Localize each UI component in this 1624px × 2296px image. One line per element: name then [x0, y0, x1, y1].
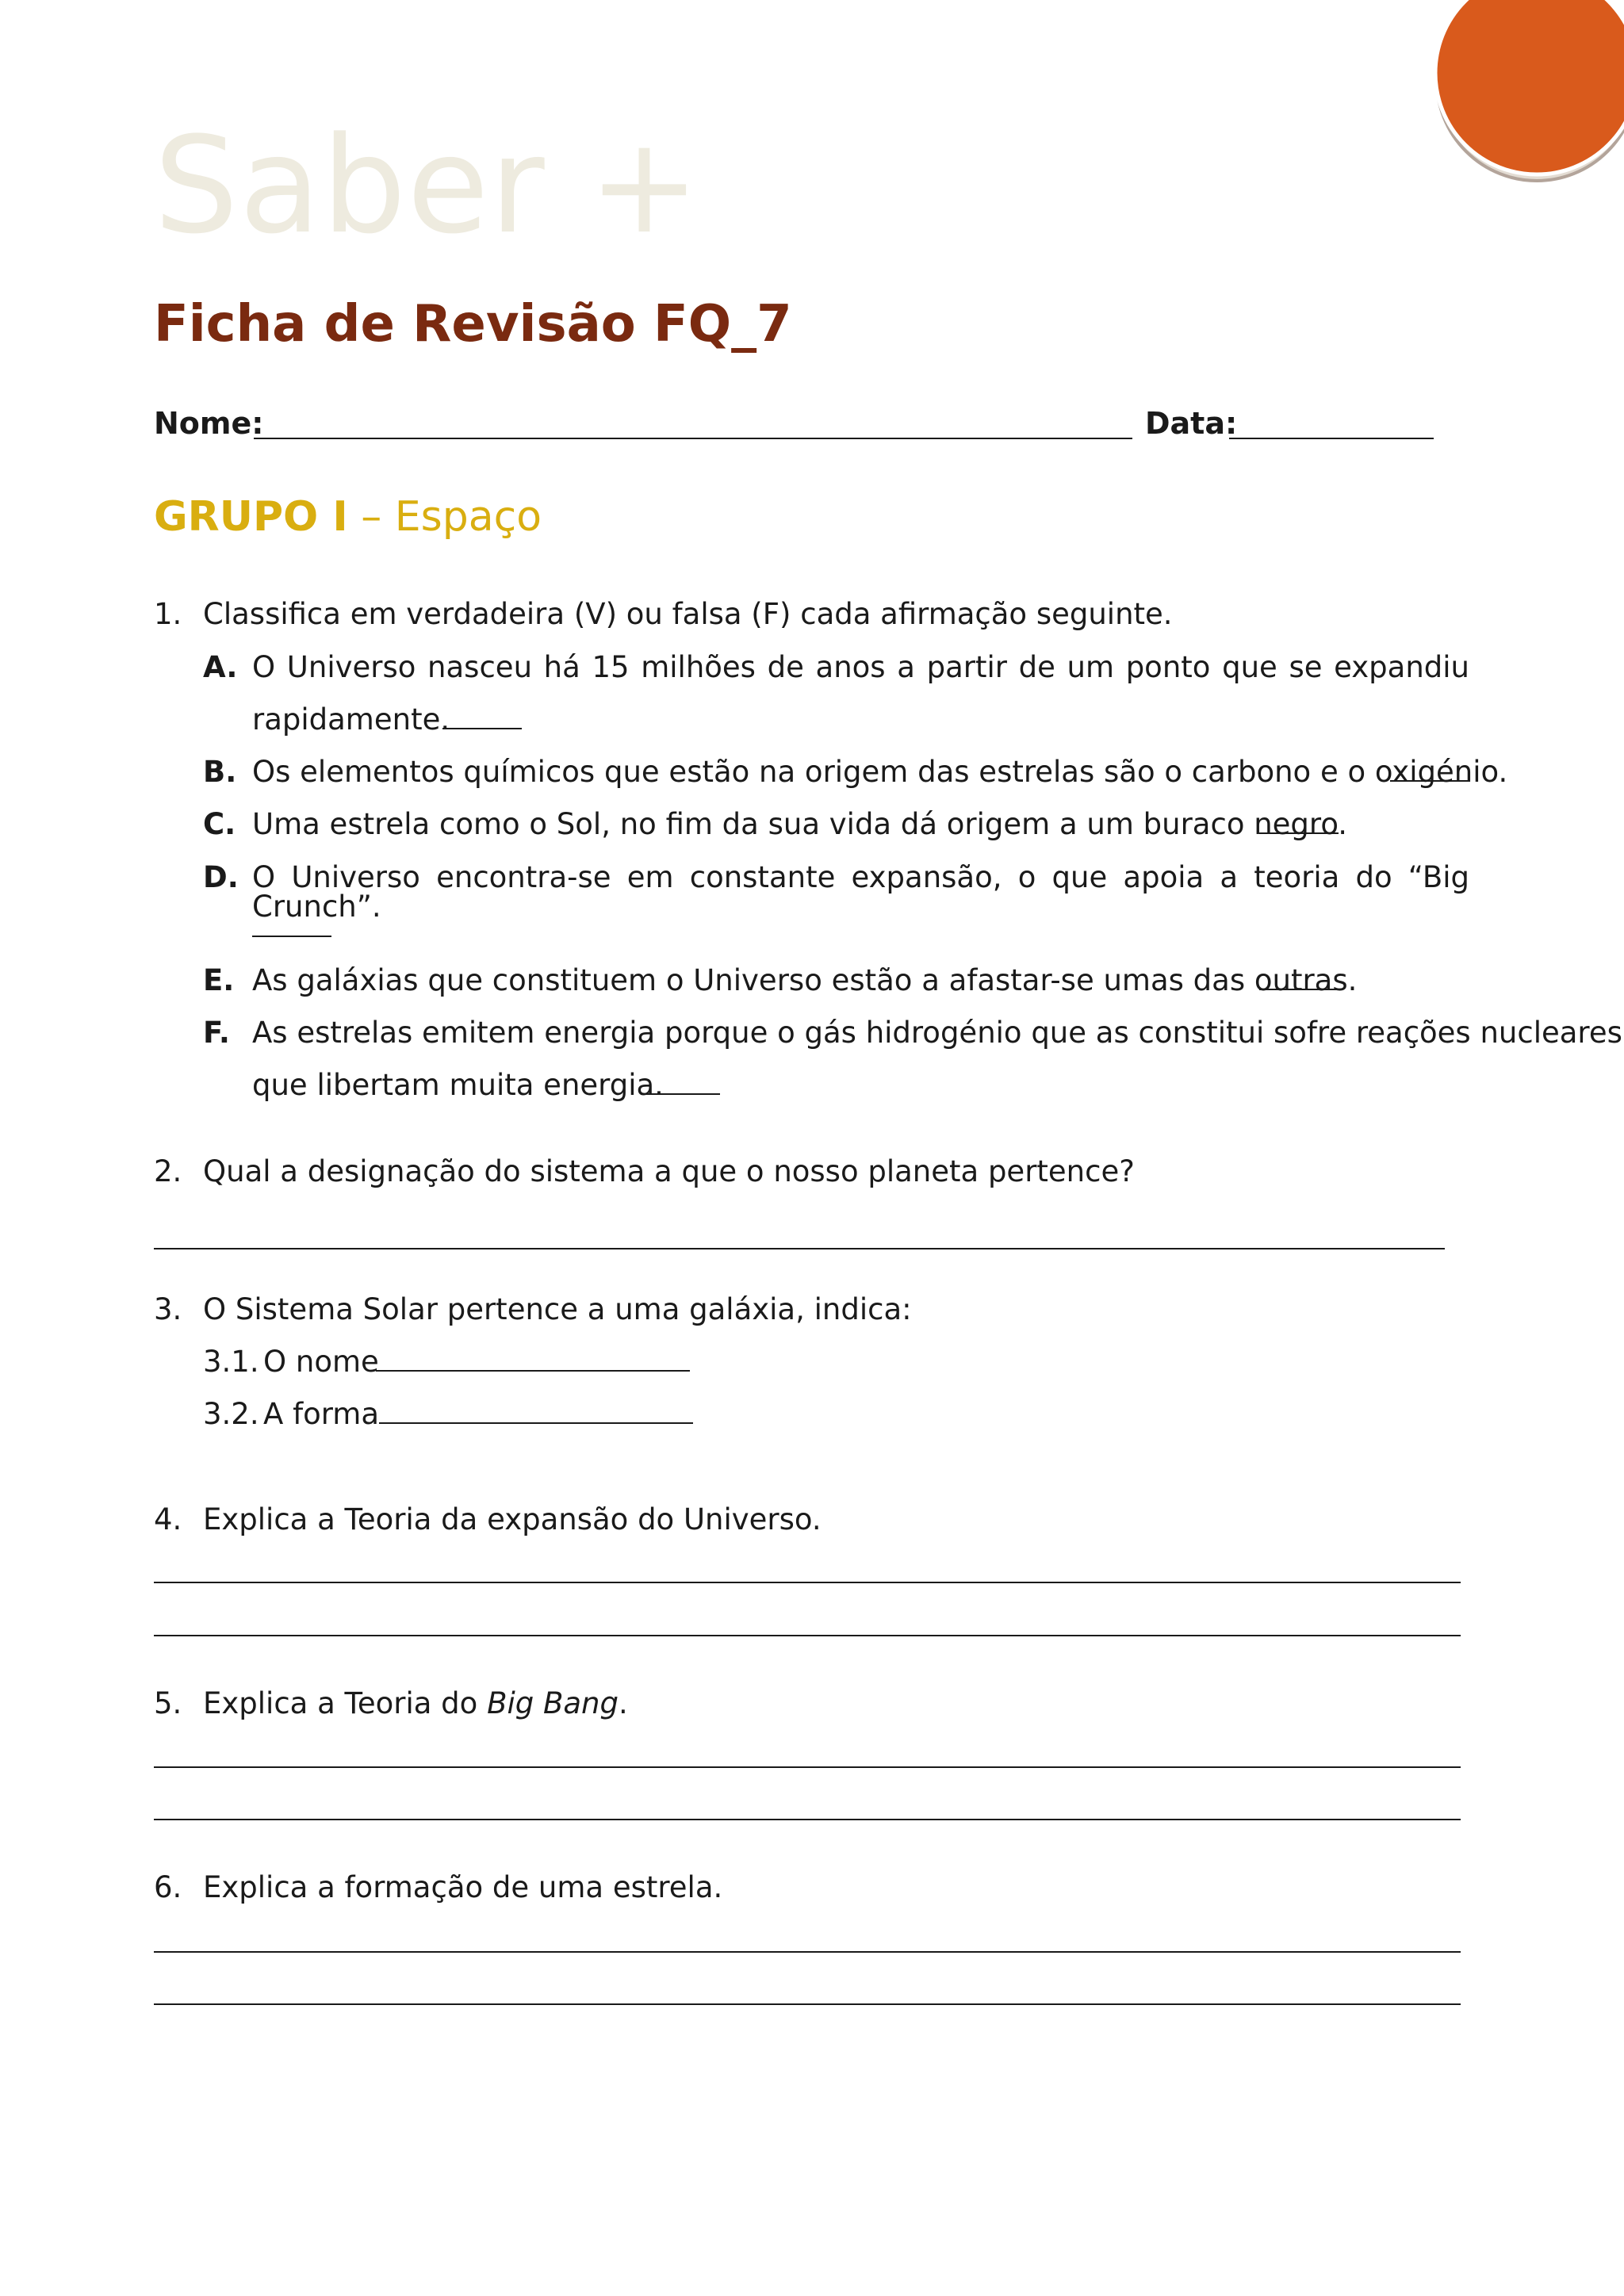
corner-circle-ornament — [1418, 0, 1624, 189]
question-text: Explica a formação de uma estrela. — [203, 1870, 723, 1904]
answer-blank[interactable] — [1259, 832, 1339, 834]
statement-label: C. — [203, 807, 236, 841]
question-number: 6. — [154, 1870, 182, 1904]
question-number: 3. — [154, 1292, 182, 1326]
answer-line[interactable] — [154, 2003, 1461, 2005]
subquestion-text: O nome — [263, 1345, 379, 1379]
answer-blank[interactable] — [376, 1370, 690, 1372]
question-text: O Sistema Solar pertence a uma galáxia, indica: — [203, 1292, 912, 1326]
name-field[interactable] — [254, 438, 1132, 439]
date-field[interactable] — [1229, 438, 1434, 439]
question-text: Explica a Teoria da expansão do Universo. — [203, 1502, 822, 1536]
answer-blank[interactable] — [1259, 989, 1339, 990]
statement-label: D. — [203, 860, 239, 894]
statement-label: F. — [203, 1016, 230, 1050]
question-text: Classifica em verdadeira (V) ou falsa (F) cada afirmação seguinte. — [203, 597, 1173, 631]
statement-text-continued: rapidamente. — [252, 702, 450, 737]
question-number: 1. — [154, 597, 182, 631]
statement-text-continued: que libertam muita energia. — [252, 1068, 664, 1102]
date-label: Data: — [1145, 406, 1238, 441]
group-label: GRUPO I — [154, 493, 348, 541]
statement-text: O Universo nasceu há 15 milhões de anos a partir de um ponto que se expandiu — [252, 650, 1469, 684]
statement-text: Uma estrela como o Sol, no fim da sua vida dá origem a um buraco negro. — [252, 807, 1348, 841]
answer-line[interactable] — [154, 1582, 1461, 1583]
group-subtitle: – Espaço — [361, 493, 542, 541]
question-text-emphasis: Big Bang — [487, 1686, 619, 1720]
statement-text: As estrelas emitem energia porque o gás hidrogénio que as constitui sofre reações nucleares — [252, 1016, 1622, 1050]
name-label: Nome: — [154, 406, 264, 441]
answer-line[interactable] — [154, 1819, 1461, 1820]
subquestion-text: A forma — [263, 1397, 380, 1431]
statement-label: A. — [203, 650, 238, 684]
group-heading — [154, 493, 542, 541]
page-title: Ficha de Revisão FQ_7 — [154, 295, 792, 354]
brand-watermark: Saber + — [154, 108, 701, 263]
answer-blank[interactable] — [442, 728, 522, 729]
question-number: 5. — [154, 1686, 182, 1720]
question-text: Qual a designação do sistema a que o nosso planeta pertence? — [203, 1154, 1135, 1188]
name-date-row — [154, 406, 1438, 453]
answer-blank[interactable] — [1390, 780, 1469, 782]
statement-text: Os elementos químicos que estão na origem das estrelas são o carbono e o oxigénio. — [252, 755, 1508, 789]
answer-line[interactable] — [154, 1951, 1461, 1953]
subquestion-number: 3.1. — [203, 1345, 259, 1379]
question-text-start: Explica a Teoria do — [203, 1686, 488, 1720]
statement-text: As galáxias que constituem o Universo estão a afastar-se umas das outras. — [252, 963, 1358, 997]
statement-text: O Universo encontra-se em constante expansão, o que apoia a teoria do “Big Crunch”. — [252, 860, 1469, 924]
answer-line[interactable] — [154, 1248, 1445, 1249]
answer-blank[interactable] — [379, 1422, 693, 1424]
question-text-end: . — [618, 1686, 628, 1720]
subquestion-number: 3.2. — [203, 1397, 259, 1431]
question-text — [203, 1686, 628, 1720]
statement-label: B. — [203, 755, 237, 789]
question-number: 2. — [154, 1154, 182, 1188]
question-number: 4. — [154, 1502, 182, 1536]
answer-blank[interactable] — [641, 1093, 720, 1095]
answer-line[interactable] — [154, 1635, 1461, 1636]
answer-blank[interactable] — [252, 936, 331, 937]
answer-line[interactable] — [154, 1766, 1461, 1768]
statement-label: E. — [203, 963, 235, 997]
